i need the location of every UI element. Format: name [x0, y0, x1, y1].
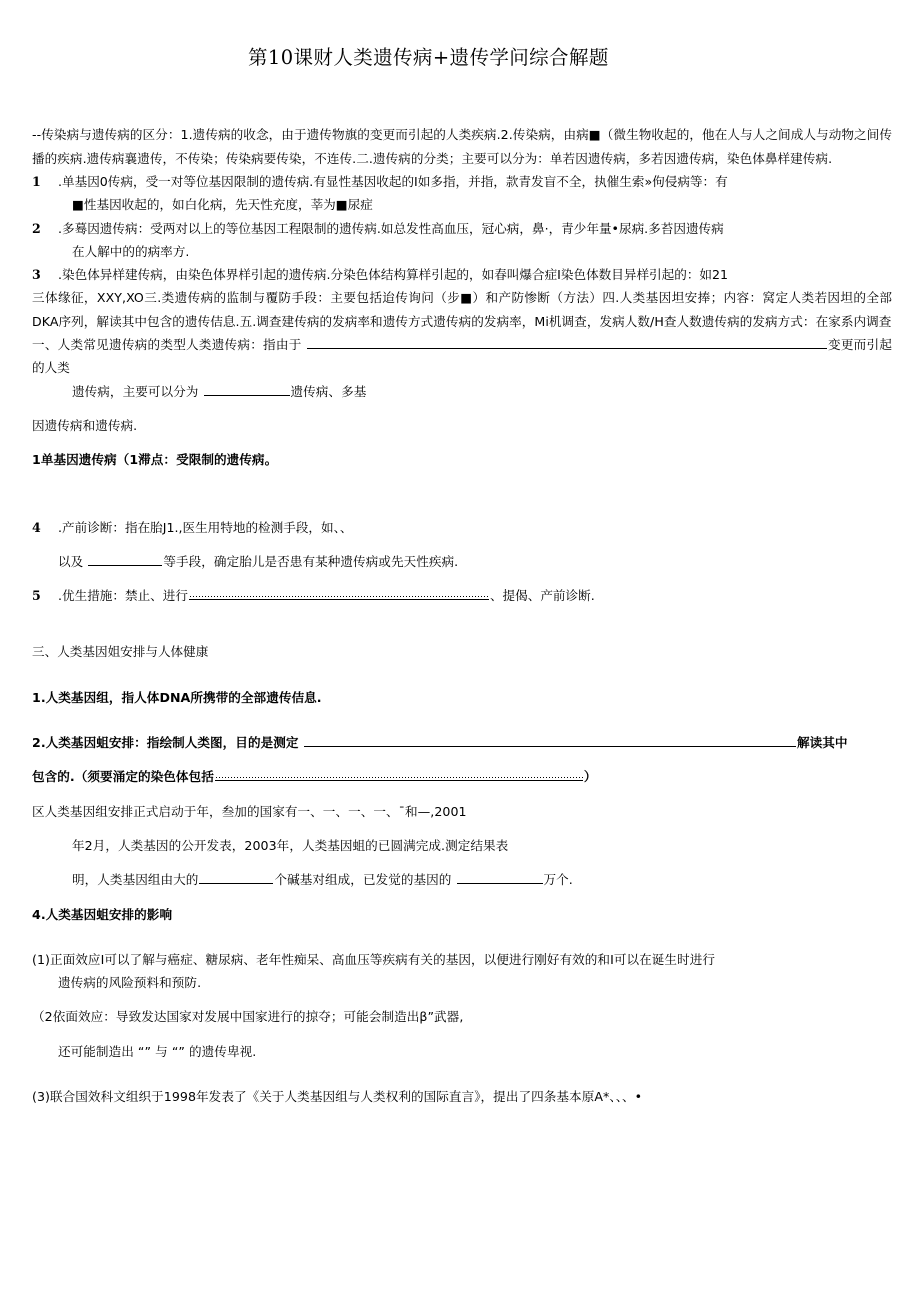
- list-item-continuation: ■性基因收起的，如白化病，先天性充度，莘为■尿症: [72, 197, 373, 213]
- positive-effect-line2: 遗传病的风险预料和预防.: [58, 975, 202, 991]
- section-one-line1-suffix: 变更而引起的人类: [32, 337, 892, 376]
- page-title: 第10课财人类遗传病+遗传学问综合解题: [248, 46, 609, 69]
- genome-line3-a: 明，人类基因组由大的: [72, 872, 199, 888]
- list-item: [32, 263, 892, 286]
- fill-in-blank[interactable]: [307, 335, 827, 349]
- item4-line2-suffix: 等手段，确定胎儿是否患有某种遗传病或先天性疾病.: [163, 553, 459, 569]
- section-one-line1: [32, 333, 892, 380]
- positive-effect-line1: (1)正面效应I可以了解与癌症、糖尿病、老年性痴呆、高血压等疾病有关的基因，以便进行刚好有效的和I可以在诞生时进行: [32, 951, 715, 967]
- section-one-line2-suffix: 遗传病、多基: [290, 383, 367, 399]
- section-one-line1-prefix: 一、人类常见遗传病的类型人类遗传病：指由于: [32, 337, 302, 353]
- fill-in-blank[interactable]: [199, 870, 273, 884]
- genome-project-line1: 区人类基因组安排正式启动于年，叁加的国家有一、一、一、一、¯和—,2001: [32, 803, 467, 819]
- spacer: [32, 754, 892, 765]
- item2-line2-prefix: 包含的.（须要涌定的染色体包括: [32, 769, 214, 785]
- list-item-continuation: 在人解中的的病率方.: [72, 243, 190, 259]
- spacer: [32, 709, 892, 731]
- spacer: [32, 1063, 892, 1085]
- spacer: [32, 892, 892, 903]
- item4-line2: [32, 550, 892, 573]
- negative-effect-line2: 还可能制造出 “” 与 “” 的遗传卑视.: [58, 1043, 257, 1059]
- spacer: [32, 403, 892, 414]
- list-item: [32, 217, 892, 264]
- list-item-text: .单基因0传病，受一对等位基因限制的遗传病.有显性基因收起的I如多指，并指，款青发盲不全，执催生索»佝侵病等：有: [58, 173, 728, 189]
- spacer: [32, 857, 892, 868]
- genome-line3-b: 个碱基对组成，已发觉的基因的: [274, 872, 452, 888]
- section-three-item4-heading: 4.人类基因蛆安排的影响: [32, 906, 173, 922]
- section-three-heading: 三、人类基因姐安排与人体健康: [32, 644, 209, 660]
- section-one-line2-prefix: 遗传病，主要可以分为: [72, 383, 199, 399]
- spacer: [32, 926, 892, 948]
- spacer: [32, 472, 892, 516]
- list-item-marker: 2: [32, 220, 41, 236]
- genome-project-line2: 年2月，人类基因的公开发表，2003年，人类基因蛆的已圆满完成.测定结果表: [72, 837, 509, 853]
- fill-in-blank[interactable]: [204, 382, 290, 396]
- spacer: [32, 437, 892, 448]
- fill-in-blank[interactable]: [88, 552, 162, 566]
- section-one-line2: [32, 380, 892, 403]
- list-item-text: .多蓦因遗传病：受两对以上的等位基因工程限制的遗传病.如总发性高血压，冠心病，鼻·，青少年量•尿病.多苔因遗传病: [58, 220, 724, 236]
- fill-in-blank[interactable]: [457, 870, 543, 884]
- list-item-marker: 5: [32, 588, 41, 604]
- genome-project-line3: [32, 868, 892, 891]
- list-item-text: .染色体异样建传病，由染色体界样引起的遗传病.分染色体结构算样引起的，如春叫爆合症I染色体数目异样引起的：如21: [58, 267, 729, 283]
- spacer: [32, 1029, 892, 1040]
- item5-suffix: 、提偈、产前诊断.: [489, 588, 595, 604]
- section-three-item2-line1: [32, 731, 892, 754]
- spacer: [32, 994, 892, 1005]
- spacer: [32, 664, 892, 686]
- item4-line2-prefix: 以及: [58, 553, 84, 569]
- dotted-fill-in-blank[interactable]: [215, 767, 583, 781]
- intro-paragraph: --传染病与遗传病的区分：1.遗传病的收念，由于遗传物旗的变更而引起的人类疾病.2.传染病，由病■（微生物收起的，他在人与人之间成人与动物之间传播的疾病.遗传病襄遗传，不传染；传染病要传染，不连传.二.遗传病的分类；主要可以分为：单若因遗传病，多若因遗传病，染色体鼻样建传病.: [32, 127, 892, 166]
- spacer: [32, 607, 892, 640]
- section-three-item2-line2: [32, 765, 892, 788]
- negative-effect-line1: （2依面效应：导致发达国家对发展中国家进行的掠夺；可能会制造出β”武器,: [32, 1009, 464, 1025]
- fill-in-blank[interactable]: [304, 733, 796, 747]
- spacer: [32, 823, 892, 834]
- unesco-declaration-line: (3)联合国效科文组织于1998年发表了《关于人类基因组与人类权利的国际直言》，提出了四条基本原A*、、、•: [32, 1088, 643, 1104]
- list-item: [32, 170, 892, 217]
- item2-suffix: 解读其中: [796, 735, 848, 751]
- spacer: [32, 573, 892, 584]
- spacer: [32, 789, 892, 800]
- item2-prefix: 2.人类基因蛆安排：指绘制人类图，目的是测定: [32, 735, 299, 751]
- spacer: [32, 539, 892, 550]
- list-item-marker: 4: [32, 519, 41, 535]
- section-three-item1: 1.人类基因组，指人体DNA所携带的全部遗传佶息.: [32, 689, 322, 705]
- list-item-marker: 3: [32, 267, 41, 283]
- dotted-fill-in-blank[interactable]: [189, 586, 489, 600]
- item2-line2-suffix: ）: [583, 769, 597, 785]
- list-item: [32, 516, 892, 539]
- list-item-marker: 1: [32, 173, 41, 189]
- list-item-text: .优生措施：禁止、进行: [58, 588, 188, 604]
- list-item-text: .产前诊断：指在胎J1.,医生用特地的检测手段，如、、: [58, 519, 353, 535]
- single-gene-disease-line: 1单基因遗传病（1滞点：受限制的遗传病。: [32, 452, 278, 468]
- list-item: [32, 584, 892, 607]
- genome-line3-c: 万个.: [543, 872, 573, 888]
- items-followup-paragraph: 三体缘征，XXY,XO三.类遗传病的监制与覆防手段：主要包括迨传询问（步■）和产防惨断（方法）四.人类基因坦安捧；内容：窝定人类若因坦的全部DKA序列，解读其中包含的遗传佶息.五.调查建传病的发病率和遗传方式遗传病的发病率，Mi机调查，发病人数/H查人数遗传病的发病方式：在家系内调查: [32, 290, 892, 329]
- document-body: [0, 70, 920, 1108]
- section-one-line3: 因遗传病和遗传病.: [32, 417, 138, 433]
